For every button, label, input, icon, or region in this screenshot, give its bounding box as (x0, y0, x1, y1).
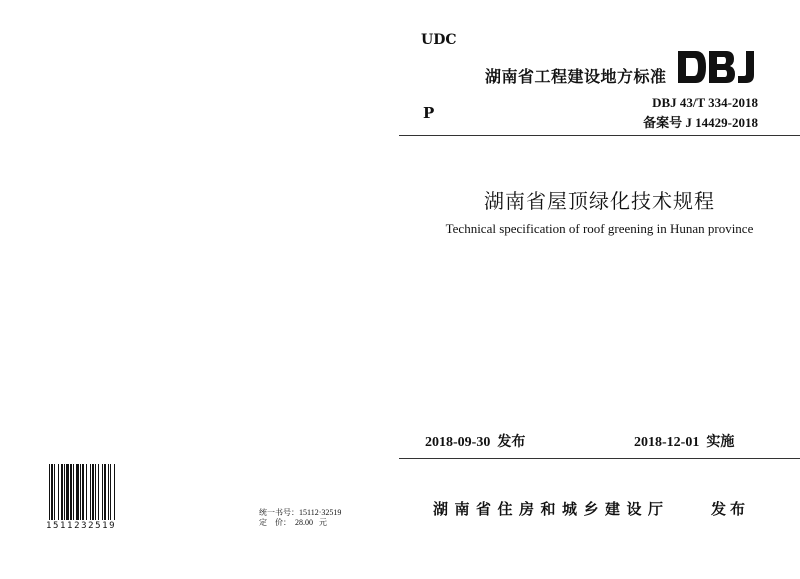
barcode-bar (76, 464, 79, 520)
implement-date: 2018-12-01 实施 (634, 435, 735, 450)
record-number: 备案号 J 14429-2018 (643, 115, 758, 130)
barcode (48, 464, 134, 520)
barcode-bar (104, 464, 106, 520)
barcode-bar (86, 464, 87, 520)
top-divider (399, 135, 800, 136)
publish-label: 发布 (711, 500, 750, 518)
issue-date: 2018-09-30 发布 (425, 435, 526, 450)
publisher-name: 湖南省住房和城乡建设厅 (433, 500, 670, 518)
barcode-bar (92, 464, 94, 520)
dbj-logo-text: DBJ (676, 47, 678, 48)
barcode-bar (49, 464, 50, 520)
title-english: Technical specification of roof greening in Hunan province (445, 221, 754, 236)
barcode-bar (54, 464, 55, 520)
dbj-logo (676, 47, 758, 87)
barcode-bar (98, 464, 99, 520)
barcode-bar (61, 464, 63, 520)
barcode-bar (102, 464, 103, 520)
barcode-bar (82, 464, 84, 520)
bottom-divider (399, 458, 800, 459)
title-chinese: 湖南省屋顶绿化技术规程 (484, 189, 715, 213)
barcode-bar (90, 464, 91, 520)
barcode-bar (66, 464, 69, 520)
barcode-bar (110, 464, 111, 520)
price-block (259, 508, 341, 528)
barcode-bar (114, 464, 115, 520)
barcode-bar (73, 464, 74, 520)
barcode-bar (51, 464, 53, 520)
classification-code: P (423, 104, 435, 122)
barcode-bar (64, 464, 65, 520)
price: 定 价： 28.00 元 (259, 518, 327, 527)
barcode-digits: 1511232519 (46, 521, 117, 531)
series-title: 湖南省工程建设地方标准 (485, 67, 667, 86)
barcode-bar (108, 464, 109, 520)
barcode-bar (70, 464, 72, 520)
book-number: 统一书号：15112·32519 (259, 508, 342, 517)
barcode-bar (80, 464, 81, 520)
udc-label: UDC (421, 32, 457, 48)
standard-number: DBJ 43/T 334-2018 (652, 95, 758, 110)
barcode-bar (58, 464, 59, 520)
barcode-bar (95, 464, 96, 520)
